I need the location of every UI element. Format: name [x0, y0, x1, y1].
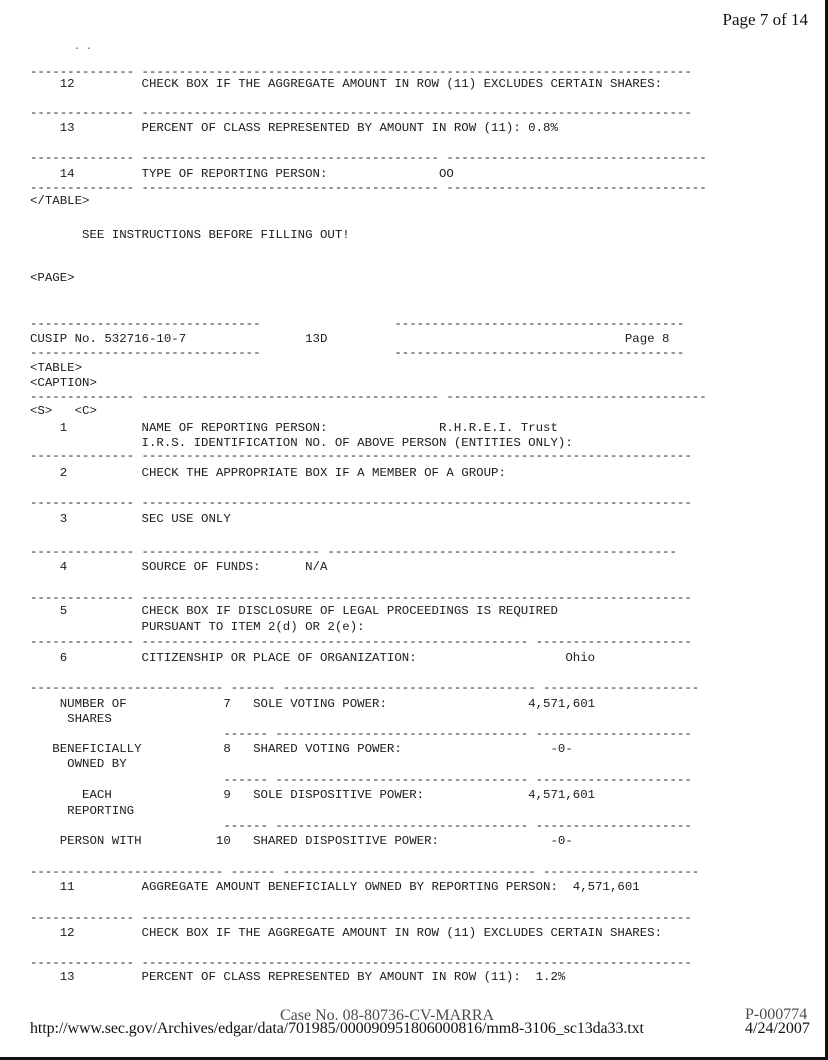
text-line: <PAGE> — [30, 271, 75, 285]
rule-line: -------------------------- ------ ---------------------------------- --------------------- — [30, 865, 700, 879]
rule-line: -------------- ---------------------------------------- ----------------------------------- — [30, 390, 707, 404]
text-line: PERSON WITH 10 SHARED DISPOSITIVE POWER: -0- — [30, 834, 573, 848]
footer-url: http://www.sec.gov/Archives/edgar/data/701985/000090951806000816/mm8-3106_sc13da33.txt — [30, 1020, 644, 1037]
rule-line: -------------- ---------------------------------------- ----------------------------------- — [30, 181, 707, 195]
text-line: PURSUANT TO ITEM 2(d) OR 2(e): — [30, 620, 365, 634]
rule-line: -------------- -------------------------------------------------------------------------- — [30, 449, 692, 463]
text-line: 1 NAME OF REPORTING PERSON: R.H.R.E.I. Trust — [30, 421, 558, 435]
text-line: SHARES — [30, 712, 112, 726]
text-line: SEE INSTRUCTIONS BEFORE FILLING OUT! — [30, 228, 350, 242]
rule-line: -------------------------- ------ ---------------------------------- --------------------- — [30, 681, 700, 695]
text-line: 5 CHECK BOX IF DISCLOSURE OF LEGAL PROCEEDINGS IS REQUIRED — [30, 604, 558, 618]
text-line: 3 SEC USE ONLY — [30, 512, 231, 526]
footer-date: 4/24/2007 — [745, 1020, 810, 1037]
text-line: BENEFICIALLY 8 SHARED VOTING POWER: -0- — [30, 742, 573, 756]
text-line: 13 PERCENT OF CLASS REPRESENTED BY AMOUNT IN ROW (11): 1.2% — [30, 970, 566, 984]
rule-line: -------------- ---------------------------------------------------- --------------------- — [30, 635, 692, 649]
text-line: <CAPTION> — [30, 376, 97, 390]
text-line: OWNED BY — [30, 757, 127, 771]
rule-line: -------------- -------------------------------------------------------------------------- — [30, 65, 692, 79]
rule-line: -------------- ---------------------------------------- ----------------------------------- — [30, 151, 707, 165]
rule-line: -------------- -------------------------------------------------------------------------- — [30, 956, 692, 970]
text-line: <S> <C> — [30, 404, 97, 418]
rule-line: ------------------------------- --------------------------------------- — [30, 317, 685, 331]
rule-line: ------ ---------------------------------- --------------------- — [30, 819, 692, 833]
rule-line: -------------- ------------------------ ----------------------------------------------- — [30, 545, 677, 559]
text-line: 12 CHECK BOX IF THE AGGREGATE AMOUNT IN ROW (11) EXCLUDES CERTAIN SHARES: — [30, 926, 663, 940]
text-line: REPORTING — [30, 804, 135, 818]
rule-line: -------------- -------------------------------------------------------------------------- — [30, 496, 692, 510]
text-line: 6 CITIZENSHIP OR PLACE OF ORGANIZATION: Ohio — [30, 651, 596, 665]
text-line: 13 PERCENT OF CLASS REPRESENTED BY AMOUNT IN ROW (11): 0.8% — [30, 121, 558, 135]
case-number-stamp: Case No. 08-80736-CV-MARRA — [280, 1007, 495, 1024]
rule-line: -------------- -------------------------------------------------------------------------- — [30, 911, 692, 925]
text-line: 11 AGGREGATE AMOUNT BENEFICIALLY OWNED BY REPORTING PERSON: 4,571,601 — [30, 880, 640, 894]
scan-marks: . . — [74, 42, 93, 53]
text-line: 12 CHECK BOX IF THE AGGREGATE AMOUNT IN ROW (11) EXCLUDES CERTAIN SHARES: — [30, 77, 663, 91]
rule-line: ------------------------------- --------------------------------------- — [30, 346, 685, 360]
text-line: 14 TYPE OF REPORTING PERSON: OO — [30, 167, 454, 181]
text-line: 2 CHECK THE APPROPRIATE BOX IF A MEMBER OF A GROUP: — [30, 466, 506, 480]
rule-line: -------------- -------------------------------------------------------------------------- — [30, 591, 692, 605]
text-line: <TABLE> — [30, 361, 83, 375]
rule-line: ------ ---------------------------------- --------------------- — [30, 773, 692, 787]
rule-line: ------ ---------------------------------- --------------------- — [30, 727, 692, 741]
page-number-header: Page 7 of 14 — [722, 10, 808, 29]
rule-line: -------------- -------------------------------------------------------------------------- — [30, 106, 692, 120]
text-line: </TABLE> — [30, 194, 90, 208]
text-line: NUMBER OF 7 SOLE VOTING POWER: 4,571,601 — [30, 697, 596, 711]
text-line: CUSIP No. 532716-10-7 13D Page 8 — [30, 332, 670, 346]
text-line: 4 SOURCE OF FUNDS: N/A — [30, 560, 328, 574]
bates-number-stamp: P-000774 — [745, 1006, 808, 1023]
text-line: EACH 9 SOLE DISPOSITIVE POWER: 4,571,601 — [30, 788, 596, 802]
text-line: I.R.S. IDENTIFICATION NO. OF ABOVE PERSON (ENTITIES ONLY): — [30, 436, 573, 450]
